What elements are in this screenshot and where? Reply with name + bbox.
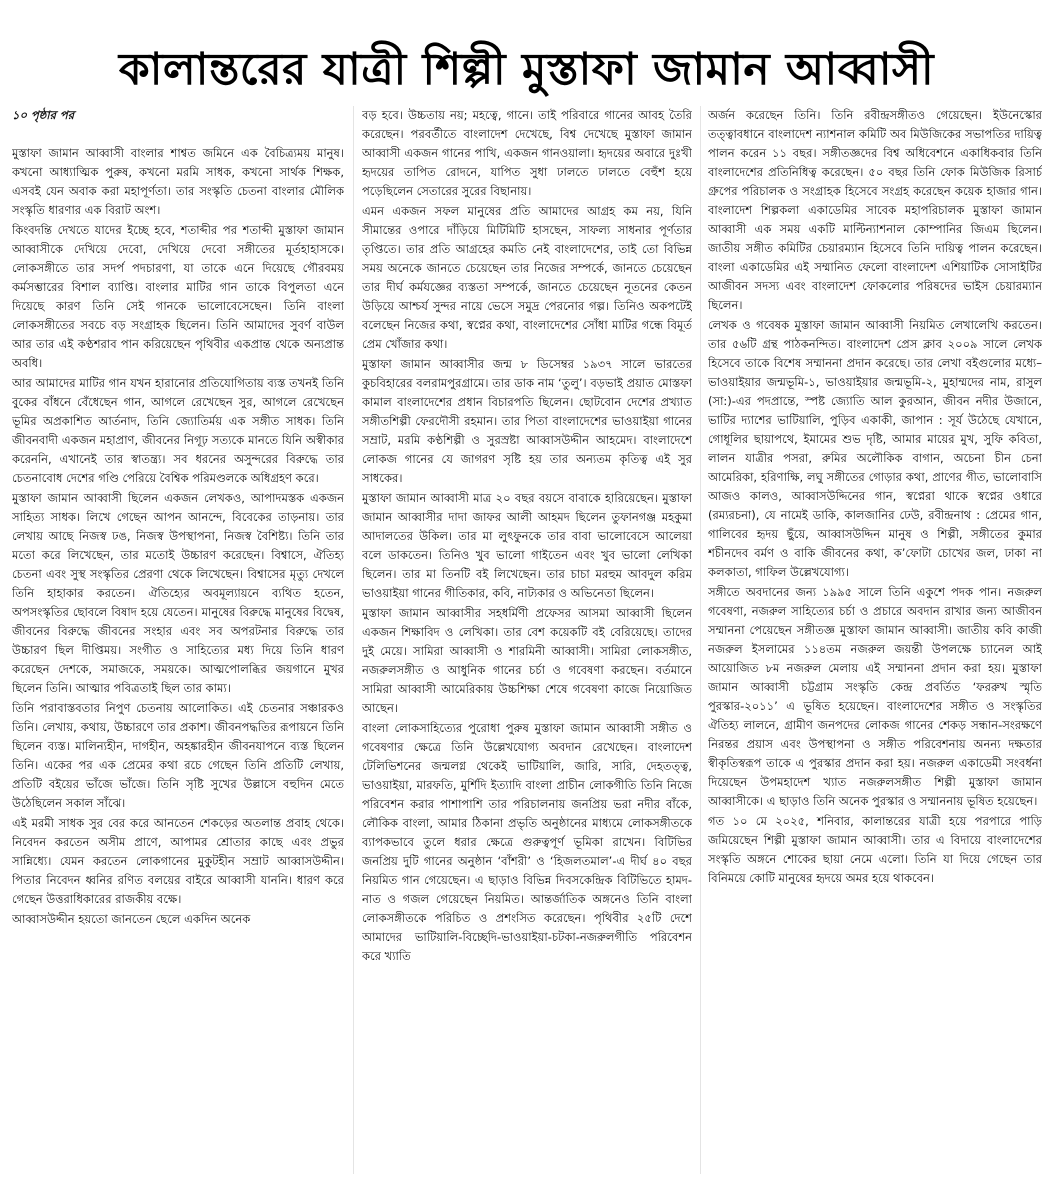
paragraph: তিনি পরাবাস্তবতার নিপুণ চেতনায় আলোকিত। এই চেতনার সঞ্চারকও তিনি। লেখায়, কথায়, উচ্চারণে তার প্রকাশ। জীবনপদ্ধতির রূপায়নে তিনি ছিলেন ব্যস্ত। মালিন্যহীন, দাগহীন, অহঙ্কারহীন জীবনযাপনে ব্যস্ত ছিলেন তিনি। একের পর এক প্রেমের কথা রচে গেছেন তিনি প্রতিটি লেখায়, প্রতিটি বইয়ের ভাঁজে ভাঁজে। তিনি সৃষ্টি সুখের উল্লাসে বহুদিন মেতে উঠেছিলেন সকাল সাঁঝে। [12, 701, 344, 810]
paragraph: মুস্তাফা জামান আব্বাসীর সহধর্মিণী প্রফেসর আসমা আব্বাসী ছিলেন একজন শিক্ষাবিদ ও লেখিকা। তার বেশ কয়েকটি বই বেরিয়েছে। তাদের দুই মেয়ে। সামিরা আব্বাসী ও শারমিনী আব্বাসী। সামিরা লোকসঙ্গীত, নজরুলসঙ্গীত ও আধুনিক গানের চর্চা ও গবেষণা করছেন। বর্তমানে সামিরা আব্বাসী আমেরিকায় উচ্চশিক্ষা শেষে গবেষণা কাজে নিয়োজিত আছেন। [362, 606, 692, 715]
paragraph: এই মরমী সাধক সুর বের করে আনতেন শেকড়ের অতলান্ত প্রবাহ থেকে। নিবেদন করতেন অসীম প্রাণে, আপামর শ্রোতার কাছে এবং প্রভুর সান্নিধ্যে। যেমন করতেন লোকগানের মুকুটহীন সম্রাট আব্বাসউদ্দীন। পিতার নিবেদন ধ্বনির রণিত বলয়ের বাইরে আব্বাসী যাননি। ধারণ করে গেছেন উত্তরাধিকারের রাজকীয় বক্ষে। [12, 816, 344, 906]
paragraph: মুস্তাফা জামান আব্বাসী বাংলার শাশ্বত জমিনে এক বৈচিত্র্যময় মানুষ। কখনো আধ্যাত্মিক পুরুষ, কখনো মরমি সাধক, কখনো সার্থক শিক্ষক, এসবই যেন অবাক করা মহাপূর্ণতা। তার সংস্কৃতি চেতনা বাংলার মৌলিক সংস্কৃতি ধারণার এক বিরাট অংশ। [12, 146, 344, 217]
article-column-2 [362, 106, 692, 1174]
paragraph: বড় হবে। উচ্চতায় নয়; মহত্বে, গানে। তাই পরিবারে গানের আবহ তৈরি করেছেন। পরবর্তীতে বাংলাদেশ দেখেছে, বিশ্ব দেখেছে মুস্তাফা জামান আব্বাসী একজন গানের পাখি, একজন গানওয়ালা। হৃদয়ের অবারে দুঃখী হৃদয়ের তাপিত রোদনে, যাপিত সুধা ঢালতে ঢালতে বেহুঁশ হয়ে পড়েছিলেন সেতারের সুরের বিছানায়। [362, 108, 692, 198]
paragraph: কিংবদন্তি দেখতে যাদের ইচ্ছে হবে, শতাব্দীর পর শতাব্দী মুস্তাফা জামান আব্বাসীকে দেখিয়ে দেবো, দেখিয়ে দেবো সঙ্গীতের মূর্তহাহাসকে। লোকসঙ্গীতে তার সদর্প পদচারণা, যা তাকে এনে দিয়েছে গৌরবময় কর্মসম্ভারের বিশাল ব্যাপ্তি। বাংলার মাটির গান তাকে বিপুলতা এনে দিয়েছে কারণ তিনি সেই গানকে ভালোবেসেছেন। তিনি বাংলা লোকসঙ্গীতের সবচে বড় সংগ্রাহক ছিলেন। তিনি আমাদের সুবর্ণ বাউল আর তার এই কণ্ঠশরাব পান করিয়েছেন পৃথিবীর একপ্রান্ত থেকে অন্যপ্রান্ত অবধি। [12, 223, 344, 370]
paragraph: মুস্তাফা জামান আব্বাসী মাত্র ২০ বছর বয়সে বাবাকে হারিয়েছেন। মুস্তাফা জামান আব্বাসীর দাদা জাফর আলী আহমদ ছিলেন তুফানগঞ্জ মহকুমা আদালতের উকিল। তার মা লুৎফুনকে তার বাবা ভালোবেসে আলেয়া বলে ডাকতেন। তিনিও খুব ভালো গাইতেন এবং খুব ভালো লেখিকা ছিলেন। তার মা তিনটি বই লিখেছেন। তার চাচা মরহুম আবদুল করিম ভাওয়াইয়া গানের গীতিকার, কবি, নাট্যকার ও অভিনেতা ছিলেন। [362, 491, 692, 600]
paragraph: সঙ্গীতে অবদানের জন্য ১৯৯৫ সালে তিনি একুশে পদক পান। নজরুল গবেষণা, নজরুল সাহিত্যের চর্চা ও প্রচারে অবদান রাখার জন্য আজীবন সম্মাননা পেয়েছেন সঙ্গীতজ্ঞ মুস্তাফা জামান আব্বাসী। জাতীয় কবি কাজী নজরুল ইসলামের ১১৪তম নজরুল জয়ন্তী উপলক্ষে চ্যানেল আই আয়োজিত ৮ম নজরুল মেলায় এই সম্মাননা প্রদান করা হয়। মুস্তাফা জামান আব্বাসী চট্টগ্রাম সংস্কৃতি কেন্দ্র প্রবর্তিত ‘ফররুখ স্মৃতি পুরস্কার-২০১১’ এ ভূষিত হয়েছেন। বাংলাদেশের সঙ্গীত ও সংস্কৃতির ঐতিহ্য লালনে, গ্রামীণ জনপদের লোকজ গানের শেকড় সন্ধান-সংরক্ষণে নিরন্তর প্রয়াস এবং উপস্থাপনা ও সঙ্গীত পরিবেশনায় অনন্য দক্ষতার স্বীকৃতিস্বরূপ তাকে এ পুরস্কার প্রদান করা হয়। নজরুল একাডেমী সংবর্ধনা দিয়েছেন উপমহাদেশ খ্যাত নজরুলসঙ্গীত শিল্পী মুস্তাফা জামান আব্বাসীকে। এ ছাড়াও তিনি অনেক পুরস্কার ও সম্মাননায় ভূষিত হয়েছেন। [708, 585, 1042, 808]
paragraph: আর আমাদের মাটির গান যখন হারানোর প্রতিযোগিতায় ব্যস্ত তখনই তিনি বুকের বাঁধনে বেঁধেছেন গান, আগলে রেখেছেন সুর, আগলে রেখেছেন ভূমির অপ্রকাশিত আর্তনাদ, তিনি জ্যোতির্ময় এক সঙ্গীত সাধক। তিনি জীবনবাদী একজন মহাপ্রাণ, জীবনের নিগূঢ় সত্যকে মানতে যিনি অস্বীকার করেননি, এখানেই তার স্বাতন্ত্র্য। সব ধরনের অসুন্দরের বিরুদ্ধে তার চেতনাবোধ দেশের গণ্ডি পেরিয়ে বৈশ্বিক পরিমণ্ডলকে অধিগ্রহণ করে। [12, 376, 344, 485]
paragraph: আব্বাসউদ্দীন হয়তো জানতেন ছেলে একদিন অনেক [12, 912, 251, 926]
continued-from-label: ১০ পৃষ্ঠার পর [12, 108, 75, 122]
column-divider [700, 106, 701, 1174]
column-divider [353, 106, 354, 1174]
paragraph: মুস্তাফা জামান আব্বাসীর জন্ম ৮ ডিসেম্বর ১৯৩৭ সালে ভারতের কুচবিহারের বলরামপুরগ্রামে। তার ডাক নাম ‘তুলু’। বড়ভাই প্রয়াত মোস্তফা কামাল বাংলাদেশের প্রধান বিচারপতি ছিলেন। ছোটবোন দেশের প্রখ্যাত সঙ্গীতশিল্পী ফেরদৌসী রহমান। তার পিতা বাংলাদেশের ভাওয়াইয়া গানের সম্রাট, মরমি কণ্ঠশিল্পী ও সুরস্রষ্টা আব্বাসউদ্দীন আহমেদ। বাংলাদেশে লোকজ গানের যে জাগরণ সৃষ্টি হয় তার অন্যতম কৃতিত্ব এই সুর সাধকের। [362, 357, 692, 485]
paragraph: বাংলা লোকসাহিত্যের পুরোধা পুরুষ মুস্তাফা জামান আব্বাসী সঙ্গীত ও গবেষণার ক্ষেত্রে তিনি উল্লেখযোগ্য অবদান রেখেছেন। বাংলাদেশ টেলিভিশনের জন্মলগ্ন থেকেই ভাটিয়ালি, জারি, সারি, দেহতত্ত্ব, ভাওয়াইয়া, মারফতি, মুর্শিদি ইত্যাদি বাংলা প্রাচীন লোকগীতি তিনি নিজে পরিবেশন করার পাশাপাশি তার পরিচালনায় জনপ্রিয় ভরা নদীর বাঁকে, লৌকিক বাংলা, আমার ঠিকানা প্রভৃতি অনুষ্ঠানের মাধ্যমে লোকসঙ্গীতকে ব্যাপকভাবে তুলে ধরার ক্ষেত্রে গুরুত্বপূর্ণ ভূমিকা রাখেন। বিটিভির জনপ্রিয় দুটি গানের অনুষ্ঠান ‘বাঁশরী’ ও ‘হিজলতমাল’-এ দীর্ঘ ৪০ বছর নিয়মিত গান গেয়েছেন। এ ছাড়াও বিভিন্ন দিবসকেন্দ্রিক বিটিভিতে হামদ-নাত ও গজল গেয়েছেন নিয়মিত। আন্তর্জাতিক অঙ্গনেও তিনি বাংলা লোকসঙ্গীতকে পরিচিত ও প্রশংসিত করেছেন। পৃথিবীর ২৫টি দেশে আমাদের ভাটিয়ালি-বিচ্ছেদি-ভাওয়াইয়া-চটকা-নজরুলগীতি পরিবেশন করে খ্যাতি [362, 721, 692, 963]
paragraph: মুস্তাফা জামান আব্বাসী ছিলেন একজন লেখকও, আপাদমস্তক একজন সাহিত্য সাধক। লিখে গেছেন আপন আনন্দে, বিবেকের তাড়নায়। তার লেখায় আছে নিজস্ব ঢঙ, নিজস্ব উপস্থাপনা, নিজস্ব বৈশিষ্ট্য। তিনি তার মতো করে লিখেছেন, তার মতোই উচ্চারণ করেছেন। বিশ্বাসে, ঐতিহ্য চেতনা এবং সুস্থ সংস্কৃতির প্রেরণা থেকে লিখেছেন। বিশ্বাসের মৃত্যু দেখলে তিনি হাহাকার করতেন। ঐতিহ্যের অবমূল্যায়নে ব্যথিত হতেন, অপসংস্কৃতির ছোবলে বিষাদ হয়ে যেতেন। মানুষের বিরুদ্ধে মানুষের বিদ্বেষ, জীবনের বিরুদ্ধে জীবনের সংহার এবং সব অপরটনার বিরুদ্ধে তার উচ্চারণ ছিল দীপ্তিময়। সংগীত ও সাহিত্যের মধ্য দিয়ে তিনি ধারণ করেছেন দেশকে, সমাজকে, সময়কে। আত্মপোলব্ধির জয়গানে মুখর ছিলেন তিনি। আত্মার পবিত্রতাই ছিল তার কাম্য। [12, 491, 344, 695]
paragraph: এমন একজন সফল মানুষের প্রতি আমাদের আগ্রহ কম নয়, যিনি সীমান্তের ওপারে দাঁড়িয়ে মিটিমিটি হাসছেন, সাফল্য সাধনার পূর্ণতার তৃপ্তিতে। তার প্রতি আগ্রহের কমতি নেই বাংলাদেশের, তাই তো বিভিন্ন সময় অনেকে জানতে চেয়েছেন তার নিজের সম্পর্কে, জানতে চেয়েছেন তার দীর্ঘ কর্মযজ্ঞের ব্যস্ততা সম্পর্কে, জানতে চেয়েছেন নূতনের কেতন উড়িয়ে আশ্চর্য সুন্দর নায়ে ভেসে সমুদ্র পেরনোর গল্প। তিনিও অকপটেই বলেছেন নিজের কথা, স্বপ্নের কথা, বাংলাদেশের সোঁধা মাটির গন্ধে বিমূর্ত প্রেম খোঁজার কথা। [362, 204, 692, 351]
headline: কালান্তরের যাত্রী শিল্পী মুস্তাফা জামান আব্বাসী [118, 44, 935, 96]
paragraph: গত ১০ মে ২০২৫, শনিবার, কালান্তরের যাত্রী হয়ে পরপারে পাড়ি জমিয়েছেন শিল্পী মুস্তাফা জামান আব্বাসী। তার এ বিদায়ে বাংলাদেশের সংস্কৃতি অঙ্গনে শোকের ছায়া নেমে এলো। তিনি যা দিয়ে গেছেন তার বিনিময়ে কোটি মানুষের হৃদয়ে অমর হয়ে থাকবেন। [708, 814, 1042, 885]
article-column-1 [12, 106, 344, 1174]
paragraph: অর্জন করেছেন তিনি। তিনি রবীন্দ্রসঙ্গীতও গেয়েছেন। ইউনেস্কোর তত্ত্বাবধানে বাংলাদেশ ন্যাশনাল কমিটি অব মিউজিকের সভাপতির দায়িত্ব পালন করেন ১১ বছর। সঙ্গীতজ্ঞদের বিশ্ব অধিবেশনে একাধিকবার তিনি বাংলাদেশের প্রতিনিধিত্ব করেছেন। ৫০ বছর তিনি ফোক মিউজিক রিসার্চ গ্রুপের পরিচালক ও সংগ্রাহক হিসেবে সংগ্রহ করেছেন কয়েক হাজার গান। বাংলাদেশ শিল্পকলা একাডেমির সাবেক মহাপরিচালক মুস্তাফা জামান আব্বাসী এক সময় একটি মাল্টিন্যাশনাল কোম্পানির জিএম ছিলেন। জাতীয় সঙ্গীত কমিটির চেয়ারম্যান হিসেবে তিনি দায়িত্ব পালন করেছেন। বাংলা একাডেমির এই সম্মানিত ফেলো বাংলাদেশ এশিয়াটিক সোসাইটির আজীবন সদস্য এবং বাংলাদেশ ফোকলোর পরিষদের ভাইস চেয়ারম্যান ছিলেন। [708, 108, 1042, 312]
paragraph: লেখক ও গবেষক মুস্তাফা জামান আব্বাসী নিয়মিত লেখালেখি করতেন। তার ৫৬টি গ্রন্থ পাঠকনন্দিত। বাংলাদেশ প্রেস ক্লাব ২০০৯ সালে লেখক হিসেবে তাকে বিশেষ সম্মাননা প্রদান করেছে। তার লেখা বইগুলোর মধ্যে– ভাওয়াইয়ার জন্মভূমি-১, ভাওয়াইয়ার জন্মভূমি-২, মুহাম্মদের নাম, রাসুল (সা:)-এর পদপ্রান্তে, স্পষ্ট জ্যোতি আল কুরআন, জীবন নদীর উজানে, ভাটির দ্যাশের ভাটিয়ালি, পুড়িব একাকী, জাপান : সূর্য উঠেছে যেখানে, গোধূলির ছায়াপথে, ইমামের শুভ দৃষ্টি, আমার মায়ের মুখ, সুফি কবিতা, লালন যাত্রীর পসরা, রুমির অলৌকিক বাগান, অচেনা চীন চেনা আমেরিকা, হরিণাক্ষি, লঘু সঙ্গীতের গোড়ার কথা, প্রাণের গীত, ভালোবাসি আজও কালও, আব্বাসউদ্দিনের গান, স্বপ্নেরা থাকে স্বপ্নের ওধারে (রম্যরচনা), যে নামেই ডাকি, কালজানির ঢেউ, রবীন্দ্রনাথ : প্রেমের গান, গালিবের হৃদয় ছুঁয়ে, আব্বাসউদ্দিন মানুষ ও শিল্পী, সঙ্গীতের কুমার শচীনদেব বর্মণ ও বাকি জীবনের কথা, ক’ফোটা চোখের জল, ঢাকা না কলকাতা, গাফিল উল্লেখযোগ্য। [708, 318, 1042, 579]
article-column-3 [708, 106, 1042, 1174]
